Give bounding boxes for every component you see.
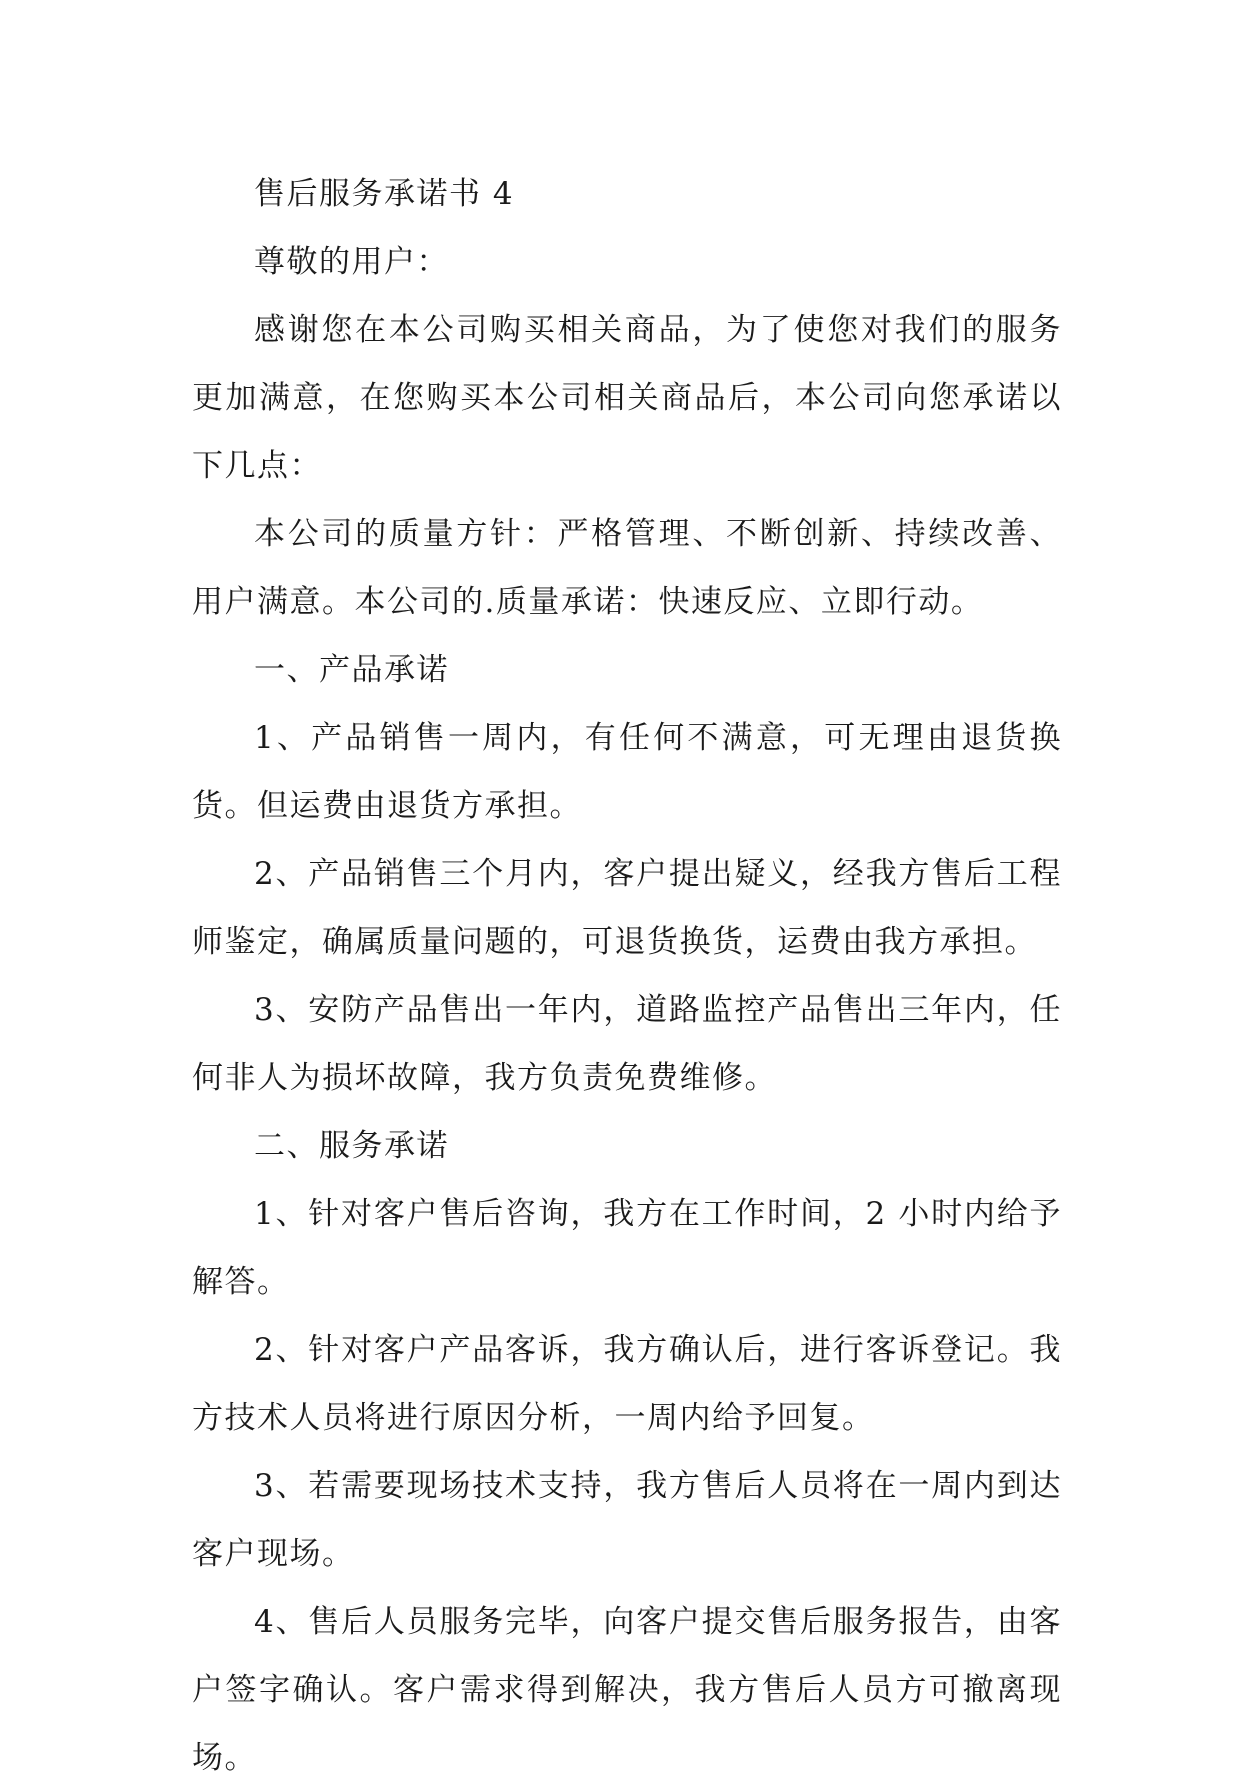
- service-promise-item: 1、针对客户售后咨询，我方在工作时间，2 小时内给予解答。: [192, 1196, 1062, 1300]
- product-promise-item: 2、产品销售三个月内，客户提出疑义，经我方售后工程师鉴定，确属质量问题的，可退货换货，运费由我方承担。: [192, 856, 1062, 960]
- product-promise-item: 3、安防产品售出一年内，道路监控产品售出三年内，任何非人为损坏故障，我方负责免费维修。: [192, 992, 1062, 1096]
- document-body: [192, 160, 1062, 1792]
- service-promise-item: 2、针对客户产品客诉，我方确认后，进行客诉登记。我方技术人员将进行原因分析，一周内给予回复。: [192, 1332, 1062, 1436]
- intro-paragraph: 感谢您在本公司购买相关商品，为了使您对我们的服务更加满意，在您购买本公司相关商品后，本公司向您承诺以下几点：: [192, 312, 1062, 484]
- service-promise-item: 4、售后人员服务完毕，向客户提交售后服务报告，由客户签字确认。客户需求得到解决，我方售后人员方可撤离现场。: [192, 1604, 1062, 1776]
- quality-policy-paragraph: 本公司的质量方针：严格管理、不断创新、持续改善、用户满意。本公司的.质量承诺：快速反应、立即行动。: [192, 516, 1062, 620]
- section-heading-product: 一、产品承诺: [254, 652, 449, 688]
- greeting: 尊敬的用户：: [254, 244, 449, 280]
- document-title: 售后服务承诺书 4: [254, 176, 515, 212]
- service-promise-item: 3、若需要现场技术支持，我方售后人员将在一周内到达客户现场。: [192, 1468, 1062, 1572]
- product-promise-item: 1、产品销售一周内，有任何不满意，可无理由退货换货。但运费由退货方承担。: [192, 720, 1062, 824]
- section-heading-service: 二、服务承诺: [254, 1128, 449, 1164]
